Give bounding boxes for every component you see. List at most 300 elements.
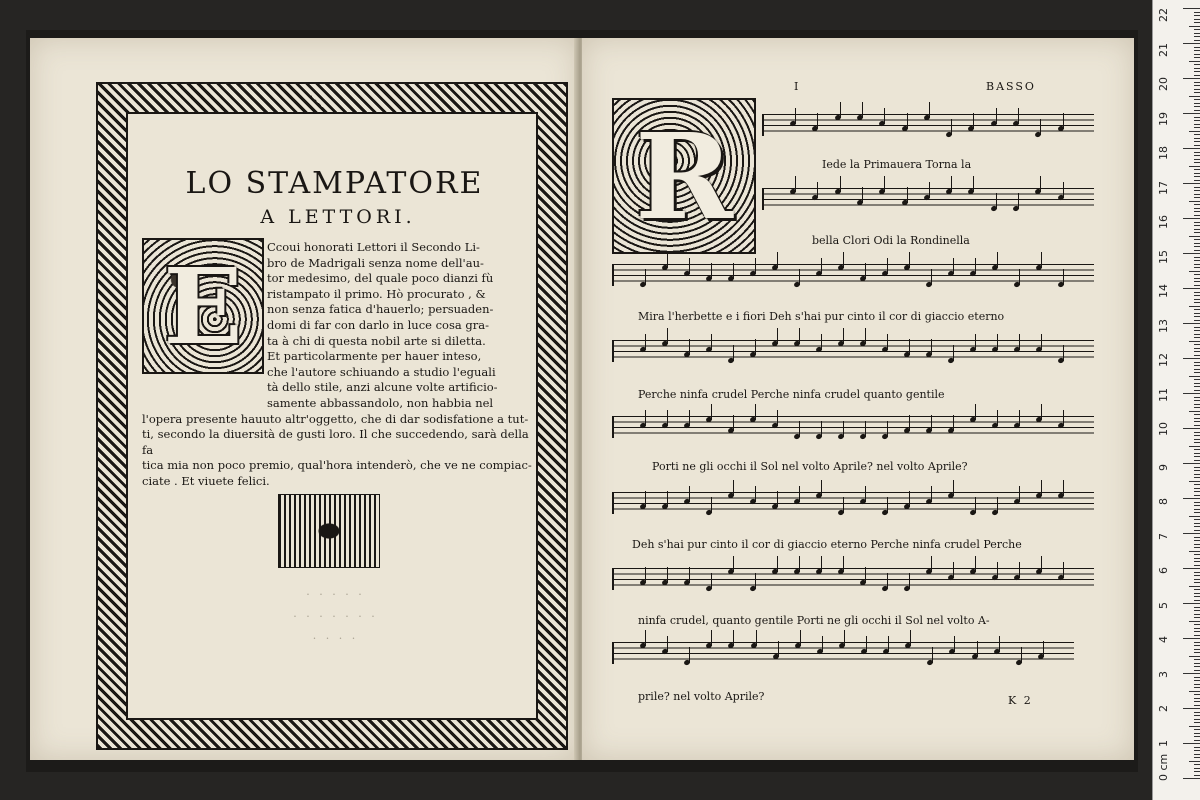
note-stem xyxy=(799,486,800,502)
ruler-tick xyxy=(1194,264,1200,265)
ruler-tick xyxy=(1194,467,1200,468)
note-stem xyxy=(777,556,778,572)
ruler-tick xyxy=(1183,393,1200,394)
note-stem xyxy=(1041,404,1042,420)
ruler-tick xyxy=(1194,390,1200,391)
ruler-tick xyxy=(1194,36,1200,37)
note-stem xyxy=(799,269,800,285)
note-stem xyxy=(799,421,800,437)
ruler-tick xyxy=(1189,551,1200,552)
note-stem xyxy=(953,415,954,431)
note-stem xyxy=(954,636,955,652)
right-page xyxy=(582,38,1134,760)
ruler-tick xyxy=(1194,771,1200,772)
note-stem xyxy=(711,497,712,513)
ruler-tick xyxy=(1194,642,1200,643)
ruler-tick xyxy=(1194,757,1200,758)
ruler-tick xyxy=(1183,218,1200,219)
note-stem xyxy=(909,415,910,431)
ruler-tick xyxy=(1194,432,1200,433)
ruler-tick xyxy=(1194,547,1200,548)
ruler-tick xyxy=(1194,512,1200,513)
ruler-tick xyxy=(1194,320,1200,321)
note-stem xyxy=(821,556,822,572)
note-stem xyxy=(1063,269,1064,285)
note-stem xyxy=(667,410,668,426)
ruler-tick xyxy=(1194,502,1200,503)
note-stem xyxy=(909,252,910,268)
text-panel xyxy=(126,112,538,720)
note-stem xyxy=(817,182,818,198)
ruler-tick xyxy=(1194,523,1200,524)
note-stem xyxy=(929,182,930,198)
note-stem xyxy=(755,573,756,589)
ruler-tick xyxy=(1194,572,1200,573)
ruler-tick xyxy=(1194,589,1200,590)
note-stem xyxy=(953,562,954,578)
ruler-tick xyxy=(1183,428,1200,429)
ruler-tick xyxy=(1183,603,1200,604)
ruler-tick xyxy=(1194,414,1200,415)
note-stem xyxy=(884,108,885,124)
ruler-tick xyxy=(1194,194,1200,195)
ruler-tick xyxy=(1194,176,1200,177)
ruler-tick xyxy=(1194,40,1200,41)
ruler-tick xyxy=(1194,75,1200,76)
ruler-label: 1 xyxy=(1157,739,1170,747)
ruler-tick xyxy=(1183,323,1200,324)
note-stem xyxy=(733,415,734,431)
lyric-line: Porti ne gli occhi il Sol nel volto Aprile? nel volto Aprile? xyxy=(652,460,968,473)
ruler-tick xyxy=(1194,190,1200,191)
note-stem xyxy=(843,252,844,268)
note-stem xyxy=(667,252,668,268)
note-stem xyxy=(800,630,801,646)
ruler-tick xyxy=(1194,456,1200,457)
ruler-tick xyxy=(1194,120,1200,121)
ruler-tick xyxy=(1194,85,1200,86)
note-stem xyxy=(975,258,976,274)
ruler-tick xyxy=(1194,484,1200,485)
note-stem xyxy=(1063,113,1064,129)
ruler-tick xyxy=(1194,729,1200,730)
ruler-label: 4 xyxy=(1157,636,1170,643)
ruler-tick xyxy=(1194,593,1200,594)
note-stem xyxy=(909,573,910,589)
note-stem xyxy=(689,647,690,663)
note-stem xyxy=(973,113,974,129)
ruler-tick xyxy=(1194,610,1200,611)
ruler-tick xyxy=(1194,173,1200,174)
ruler-tick xyxy=(1194,425,1200,426)
note-stem xyxy=(1041,480,1042,496)
ruler-tick xyxy=(1194,764,1200,765)
show-through-imprint: · · · · · · · · · · · · · · · · xyxy=(293,588,378,645)
ruler-tick xyxy=(1194,110,1200,111)
ruler-tick xyxy=(1194,117,1200,118)
ruler-tick xyxy=(1183,778,1200,779)
note-stem xyxy=(689,567,690,583)
ruler-label: 12 xyxy=(1157,353,1170,367)
ruler-label: 11 xyxy=(1157,387,1170,402)
ruler-tick xyxy=(1194,162,1200,163)
note-stem xyxy=(645,269,646,285)
ruler-tick xyxy=(1194,740,1200,741)
ruler-tick xyxy=(1194,348,1200,349)
note-stem xyxy=(645,630,646,646)
ruler-label: 2 xyxy=(1157,705,1170,712)
note-stem xyxy=(778,641,779,657)
ruler-tick xyxy=(1194,285,1200,286)
ruler-tick xyxy=(1194,733,1200,734)
page-subtitle: A LETTORI. xyxy=(260,206,416,228)
ruler-tick xyxy=(1194,526,1200,527)
note-stem xyxy=(844,630,845,646)
note-stem xyxy=(1018,108,1019,124)
ruler-label: 17 xyxy=(1157,180,1170,195)
ruler-label: 3 xyxy=(1157,670,1170,678)
ruler-tick xyxy=(1183,498,1200,499)
ruler-label: 15 xyxy=(1157,249,1170,264)
ruler-tick xyxy=(1194,670,1200,671)
note-stem xyxy=(996,193,997,209)
ruler-tick xyxy=(1194,439,1200,440)
ruler-tick xyxy=(1183,8,1200,9)
ruler-tick xyxy=(1194,701,1200,702)
ruler-tick xyxy=(1189,586,1200,587)
note-stem xyxy=(756,630,757,646)
note-stem xyxy=(1019,410,1020,426)
ruler-tick xyxy=(1189,131,1200,132)
ruler-tick xyxy=(1194,537,1200,538)
ruler-tick xyxy=(1194,292,1200,293)
note-stem xyxy=(689,258,690,274)
ruler-tick xyxy=(1194,680,1200,681)
note-stem xyxy=(1043,641,1044,657)
note-stem xyxy=(667,567,668,583)
lyric-line: Mira l'herbette e i fiori Deh s'hai pur cinto il cor di giaccio eterno xyxy=(638,310,1005,323)
note-stem xyxy=(1019,486,1020,502)
ruler-tick xyxy=(1194,558,1200,559)
ruler-label: 0 cm xyxy=(1157,753,1170,781)
ruler-tick xyxy=(1194,705,1200,706)
note-stem xyxy=(865,421,866,437)
ruler-tick xyxy=(1194,57,1200,58)
ruler-tick xyxy=(1194,327,1200,328)
ruler-tick xyxy=(1194,712,1200,713)
note-stem xyxy=(1040,119,1041,135)
ruler-tick xyxy=(1194,617,1200,618)
decorated-initial: E xyxy=(142,238,264,374)
page-number: I xyxy=(794,80,801,93)
note-stem xyxy=(840,102,841,118)
note-stem xyxy=(953,480,954,496)
note-stem xyxy=(821,421,822,437)
ruler-tick xyxy=(1194,82,1200,83)
ruler-tick xyxy=(1194,19,1200,20)
ruler-tick xyxy=(1189,376,1200,377)
note-stem xyxy=(817,113,818,129)
ruler-tick xyxy=(1189,411,1200,412)
note-stem xyxy=(733,556,734,572)
ruler-tick xyxy=(1183,358,1200,359)
ruler-tick xyxy=(1183,43,1200,44)
note-stem xyxy=(997,497,998,513)
ruler-tick xyxy=(1194,754,1200,755)
note-stem xyxy=(711,630,712,646)
ruler-tick xyxy=(1194,628,1200,629)
note-stem xyxy=(997,410,998,426)
ruler-tick xyxy=(1194,64,1200,65)
ruler-label: 19 xyxy=(1157,111,1170,126)
ruler-tick xyxy=(1194,582,1200,583)
note-stem xyxy=(910,630,911,646)
ruler-label: 18 xyxy=(1157,146,1170,160)
ruler-tick xyxy=(1194,330,1200,331)
note-stem xyxy=(931,556,932,572)
ruler-tick xyxy=(1194,540,1200,541)
ruler-tick xyxy=(1194,145,1200,146)
note-stem xyxy=(821,334,822,350)
ruler-tick xyxy=(1194,225,1200,226)
note-stem xyxy=(999,636,1000,652)
ruler-tick xyxy=(1194,421,1200,422)
ruler-tick xyxy=(1183,78,1200,79)
note-stem xyxy=(1041,252,1042,268)
note-stem xyxy=(667,328,668,344)
note-stem xyxy=(953,345,954,361)
ruler-tick xyxy=(1194,607,1200,608)
page-title: LO STAMPATORE xyxy=(185,166,484,201)
ruler-tick xyxy=(1194,418,1200,419)
ruler-tick xyxy=(1194,89,1200,90)
ruler-tick xyxy=(1189,201,1200,202)
ruler-tick xyxy=(1194,698,1200,699)
ruler-tick xyxy=(1194,477,1200,478)
printer-mark-icon xyxy=(278,494,380,568)
note-stem xyxy=(975,556,976,572)
ruler-tick xyxy=(1194,684,1200,685)
ruler-tick xyxy=(1194,187,1200,188)
ruler-tick xyxy=(1194,544,1200,545)
ruler-tick xyxy=(1194,407,1200,408)
ruler-label: 7 xyxy=(1157,532,1170,540)
ruler-tick xyxy=(1194,495,1200,496)
ruler-tick xyxy=(1194,372,1200,373)
ruler-tick xyxy=(1194,687,1200,688)
note-stem xyxy=(822,636,823,652)
ruler-tick xyxy=(1194,29,1200,30)
ruler-tick xyxy=(1194,243,1200,244)
ruler-tick xyxy=(1189,656,1200,657)
note-stem xyxy=(1040,176,1041,192)
ruler-tick xyxy=(1194,71,1200,72)
note-stem xyxy=(887,334,888,350)
ruler-label: 8 xyxy=(1157,498,1170,505)
ruler-tick xyxy=(1194,15,1200,16)
note-stem xyxy=(755,486,756,502)
note-stem xyxy=(997,334,998,350)
ruler-tick xyxy=(1194,677,1200,678)
ruler-tick xyxy=(1194,281,1200,282)
ruler-tick xyxy=(1194,652,1200,653)
note-stem xyxy=(909,339,910,355)
ruler-label: 10 xyxy=(1157,422,1170,436)
note-stem xyxy=(645,334,646,350)
lyric-line: prile? nel volto Aprile? xyxy=(638,690,765,703)
note-stem xyxy=(887,258,888,274)
ruler-tick xyxy=(1194,92,1200,93)
ruler-tick xyxy=(1189,96,1200,97)
ruler-tick xyxy=(1194,600,1200,601)
ruler-tick xyxy=(1194,267,1200,268)
note-stem xyxy=(1041,556,1042,572)
ruler-tick xyxy=(1194,260,1200,261)
note-stem xyxy=(843,421,844,437)
ruler-tick xyxy=(1194,435,1200,436)
note-stem xyxy=(887,573,888,589)
ruler-tick xyxy=(1194,750,1200,751)
ruler-tick xyxy=(1194,747,1200,748)
ruler-tick xyxy=(1194,351,1200,352)
note-stem xyxy=(711,404,712,420)
note-stem xyxy=(929,102,930,118)
ruler-tick xyxy=(1194,397,1200,398)
note-stem xyxy=(865,263,866,279)
ruler-tick xyxy=(1194,211,1200,212)
ruler-tick xyxy=(1194,257,1200,258)
note-stem xyxy=(996,108,997,124)
ruler-tick xyxy=(1194,663,1200,664)
ruler-tick xyxy=(1194,404,1200,405)
ruler-tick xyxy=(1194,103,1200,104)
measuring-ruler xyxy=(1152,0,1200,800)
ruler-tick xyxy=(1194,659,1200,660)
note-stem xyxy=(887,497,888,513)
music-staff xyxy=(612,568,1094,590)
lyric-line: Deh s'hai pur cinto il cor di giaccio eterno Perche ninfa crudel Perche xyxy=(632,538,1022,551)
music-staff xyxy=(612,340,1094,362)
ruler-tick xyxy=(1194,474,1200,475)
ruler-tick xyxy=(1183,568,1200,569)
ruler-tick xyxy=(1194,54,1200,55)
ruler-tick xyxy=(1194,614,1200,615)
note-stem xyxy=(1021,647,1022,663)
ruler-tick xyxy=(1194,159,1200,160)
note-stem xyxy=(907,113,908,129)
note-stem xyxy=(777,491,778,507)
note-stem xyxy=(1063,182,1064,198)
ruler-tick xyxy=(1194,197,1200,198)
note-stem xyxy=(689,339,690,355)
ruler-tick xyxy=(1194,152,1200,153)
ruler-tick xyxy=(1194,579,1200,580)
ruler-tick xyxy=(1189,166,1200,167)
ruler-label: 14 xyxy=(1157,284,1170,298)
ruler-tick xyxy=(1194,134,1200,135)
ruler-tick xyxy=(1194,442,1200,443)
ruler-tick xyxy=(1194,379,1200,380)
ruler-tick xyxy=(1194,519,1200,520)
note-stem xyxy=(799,328,800,344)
ruler-tick xyxy=(1194,505,1200,506)
lyric-line: Perche ninfa crudel Perche ninfa crudel quanto gentile xyxy=(638,388,945,401)
ruler-tick xyxy=(1194,316,1200,317)
ruler-tick xyxy=(1183,638,1200,639)
note-stem xyxy=(1018,193,1019,209)
ruler-tick xyxy=(1194,313,1200,314)
note-stem xyxy=(733,263,734,279)
note-stem xyxy=(645,567,646,583)
ruler-tick xyxy=(1194,530,1200,531)
ruler-tick xyxy=(1194,124,1200,125)
note-stem xyxy=(975,404,976,420)
note-stem xyxy=(821,480,822,496)
note-stem xyxy=(799,556,800,572)
note-stem xyxy=(711,573,712,589)
note-stem xyxy=(821,258,822,274)
ruler-tick xyxy=(1194,337,1200,338)
left-page xyxy=(30,38,578,760)
ruler-tick xyxy=(1194,722,1200,723)
note-stem xyxy=(975,497,976,513)
ruler-tick xyxy=(1189,271,1200,272)
note-stem xyxy=(1063,562,1064,578)
ruler-tick xyxy=(1194,239,1200,240)
note-stem xyxy=(733,480,734,496)
ruler-label: 9 xyxy=(1157,463,1170,471)
note-stem xyxy=(843,556,844,572)
ruler-tick xyxy=(1194,344,1200,345)
note-stem xyxy=(865,328,866,344)
ruler-tick xyxy=(1194,50,1200,51)
ruler-tick xyxy=(1194,624,1200,625)
ruler-tick xyxy=(1194,33,1200,34)
lyric-line: ninfa crudel, quanto gentile Porti ne gli occhi il Sol nel volto A- xyxy=(638,614,990,627)
ruler-tick xyxy=(1194,453,1200,454)
ruler-tick xyxy=(1183,253,1200,254)
ruler-tick xyxy=(1194,575,1200,576)
ruler-tick xyxy=(1194,561,1200,562)
signature-mark: K 2 xyxy=(1008,694,1033,707)
ruler-tick xyxy=(1194,449,1200,450)
ruler-tick xyxy=(1194,488,1200,489)
ruler-tick xyxy=(1183,148,1200,149)
ruler-tick xyxy=(1189,621,1200,622)
ruler-tick xyxy=(1194,229,1200,230)
ruler-tick xyxy=(1189,306,1200,307)
ruler-tick xyxy=(1189,726,1200,727)
note-stem xyxy=(733,630,734,646)
ruler-tick xyxy=(1183,673,1200,674)
note-stem xyxy=(843,497,844,513)
ruler-label: 16 xyxy=(1157,215,1170,229)
note-stem xyxy=(755,404,756,420)
ruler-tick xyxy=(1194,127,1200,128)
ruler-tick xyxy=(1194,215,1200,216)
ruler-label: 13 xyxy=(1157,318,1170,333)
note-stem xyxy=(997,252,998,268)
note-stem xyxy=(951,176,952,192)
note-stem xyxy=(689,486,690,502)
ruler-label: 21 xyxy=(1157,42,1170,57)
ruler-tick xyxy=(1189,481,1200,482)
ruler-tick xyxy=(1194,68,1200,69)
open-book xyxy=(26,30,1138,772)
ruler-tick xyxy=(1194,299,1200,300)
ruler-label: 22 xyxy=(1157,8,1170,22)
ruler-tick xyxy=(1194,386,1200,387)
